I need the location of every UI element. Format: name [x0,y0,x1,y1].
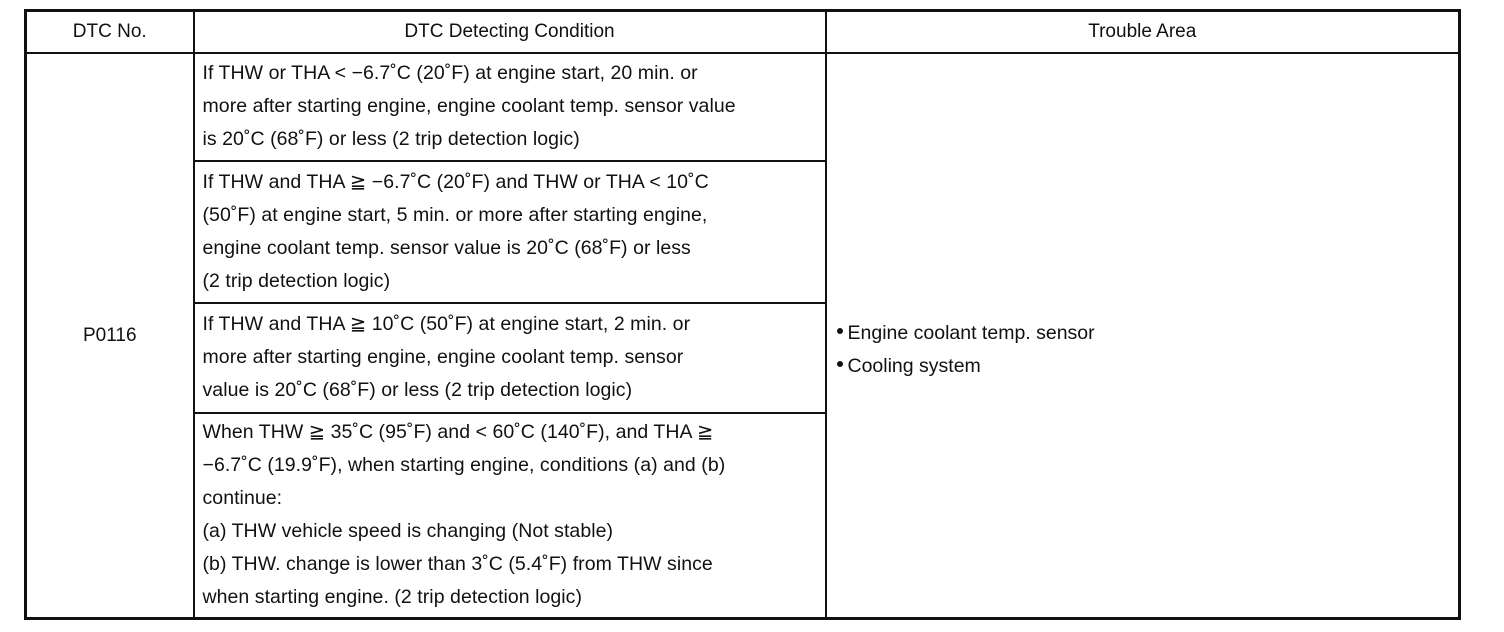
condition-line: If THW and THA ≧ 10˚C (50˚F) at engine start, 2 min. or [202,313,691,335]
condition-line: (50˚F) at engine start, 5 min. or more after starting engine, [202,203,708,226]
condition-line: If THW and THA ≧ −6.7˚C (20˚F) and THW or THA < 10˚C [202,170,709,193]
condition-line: more after starting engine, engine coolant temp. sensor value [202,95,736,117]
condition-line: When THW ≧ 35˚C (95˚F) and < 60˚C (140˚F), and THA ≧ [202,421,714,443]
table-row [26,53,1460,161]
condition-cell-2 [194,161,826,303]
condition-line: engine coolant temp. sensor value is 20˚C (68˚F) or less [202,236,691,259]
header-row [26,11,1460,54]
condition-line: continue: [202,487,283,509]
header-trouble-area: Trouble Area [826,11,1460,54]
condition-cell-4 [194,413,826,619]
trouble-area-list [837,317,1459,383]
condition-line: (2 trip detection logic) [202,269,391,292]
condition-line: value is 20˚C (68˚F) or less (2 trip detection logic) [202,379,633,401]
list-item [837,350,1459,383]
trouble-area-label: Cooling system [847,354,981,377]
dtc-number-cell: P0116 [26,53,194,619]
condition-cell-1 [194,53,826,161]
condition-line: −6.7˚C (19.9˚F), when starting engine, conditions (a) and (b) [202,454,726,476]
header-detecting-condition: DTC Detecting Condition [194,11,826,54]
condition-line: more after starting engine, engine coolant temp. sensor [202,346,684,368]
trouble-area-cell [826,53,1460,619]
condition-line: is 20˚C (68˚F) or less (2 trip detection logic) [202,128,580,150]
condition-line: (a) THW vehicle speed is changing (Not stable) [202,520,614,542]
dtc-table [24,9,1461,620]
bullet-icon [837,328,843,334]
trouble-area-label: Engine coolant temp. sensor [847,321,1095,344]
condition-line: If THW or THA < −6.7˚C (20˚F) at engine start, 20 min. or [202,62,698,84]
list-item [837,317,1459,350]
header-dtc-no: DTC No. [26,11,194,54]
bullet-icon [837,361,843,367]
condition-cell-3 [194,303,826,413]
condition-line: when starting engine. (2 trip detection logic) [202,586,583,608]
condition-line: (b) THW. change is lower than 3˚C (5.4˚F) from THW since [202,553,713,575]
